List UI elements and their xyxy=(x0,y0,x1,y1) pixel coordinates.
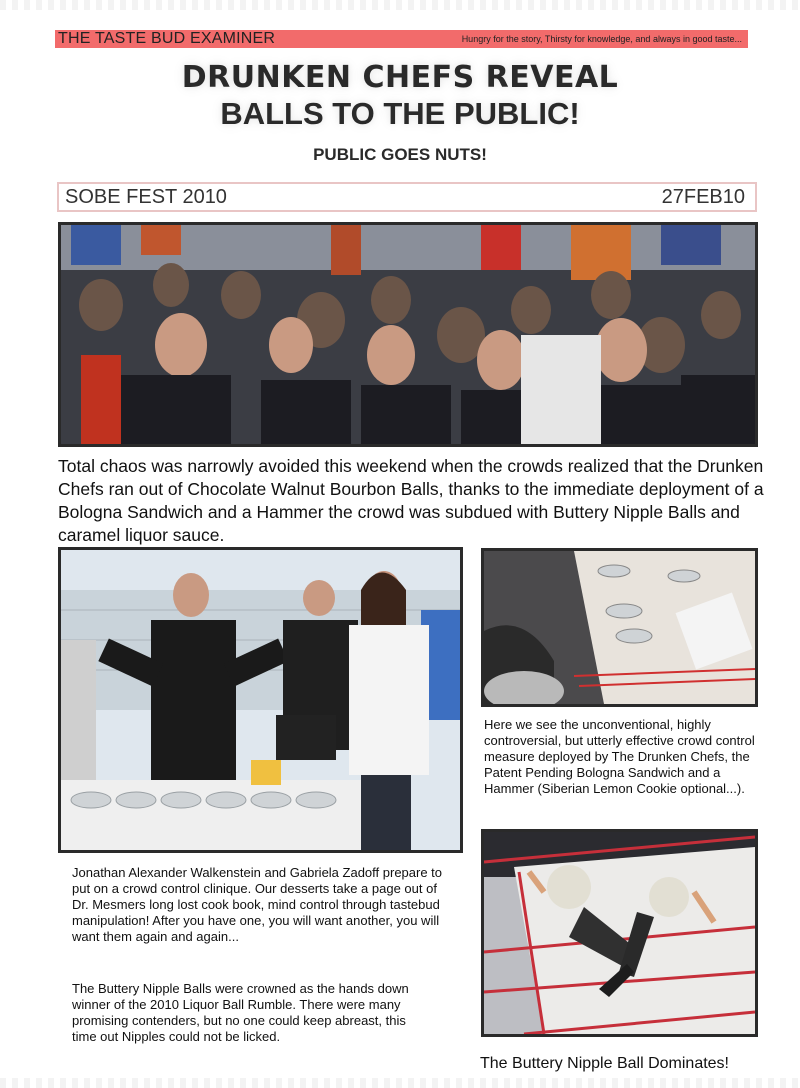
wrestling-ring-photo xyxy=(481,829,758,1037)
page-top-edge xyxy=(0,0,800,10)
table-photo-caption: Here we see the unconventional, highly controversial, but utterly effective crowd control measure deployed by The Drunken Chefs, the Patent Pending Bologna Sandwich and a Hammer (Siberian Lemon Cookie optional...). xyxy=(484,717,755,796)
chefs-caption-paragraph-1: Jonathan Alexander Walkenstein and Gabriela Zadoff prepare to put on a crowd control clinique. Our desserts take a page out of Dr. Mesmers long lost cook book, mind control through tastebud manipulation! After you have one, you will want another, you will want them again and again... xyxy=(72,865,443,944)
dateline-box xyxy=(57,182,757,212)
table-photo xyxy=(481,548,758,707)
headline xyxy=(150,60,650,132)
masthead-title: THE TASTE BUD EXAMINER xyxy=(58,30,276,47)
crowd-photo xyxy=(58,222,758,447)
event-name: SOBE FEST 2010 xyxy=(65,185,227,208)
chefs-caption-paragraph-2: The Buttery Nipple Balls were crowned as the hands down winner of the 2010 Liquor Ball Rumble. There were many promising contenders, but no one could keep abreast, this time out Nipples could not be licked. xyxy=(72,981,409,1044)
subheadline: PUBLIC GOES NUTS! xyxy=(313,145,487,164)
headline-line-2: BALLS TO THE PUBLIC! xyxy=(220,96,580,131)
masthead-bar xyxy=(55,30,748,48)
headline-line-1: DRUNKEN CHEFS REVEAL xyxy=(181,60,619,95)
lead-paragraph: Total chaos was narrowly avoided this weekend when the crowds realized that the Drunken Chefs ran out of Chocolate Walnut Bourbon Balls, thanks to the immediate deployment of a Bologna Sandwich and a Hammer the crowd was subdued with Buttery Nipple Balls and caramel liquor sauce. xyxy=(58,456,764,545)
chefs-photo xyxy=(58,547,463,853)
masthead-tagline: Hungry for the story, Thirsty for knowledge, and always in good taste... xyxy=(461,34,742,44)
event-date: 27FEB10 xyxy=(661,185,745,208)
wrestling-ring-caption: The Buttery Nipple Ball Dominates! xyxy=(480,1055,729,1072)
page-bottom-edge xyxy=(0,1078,800,1088)
